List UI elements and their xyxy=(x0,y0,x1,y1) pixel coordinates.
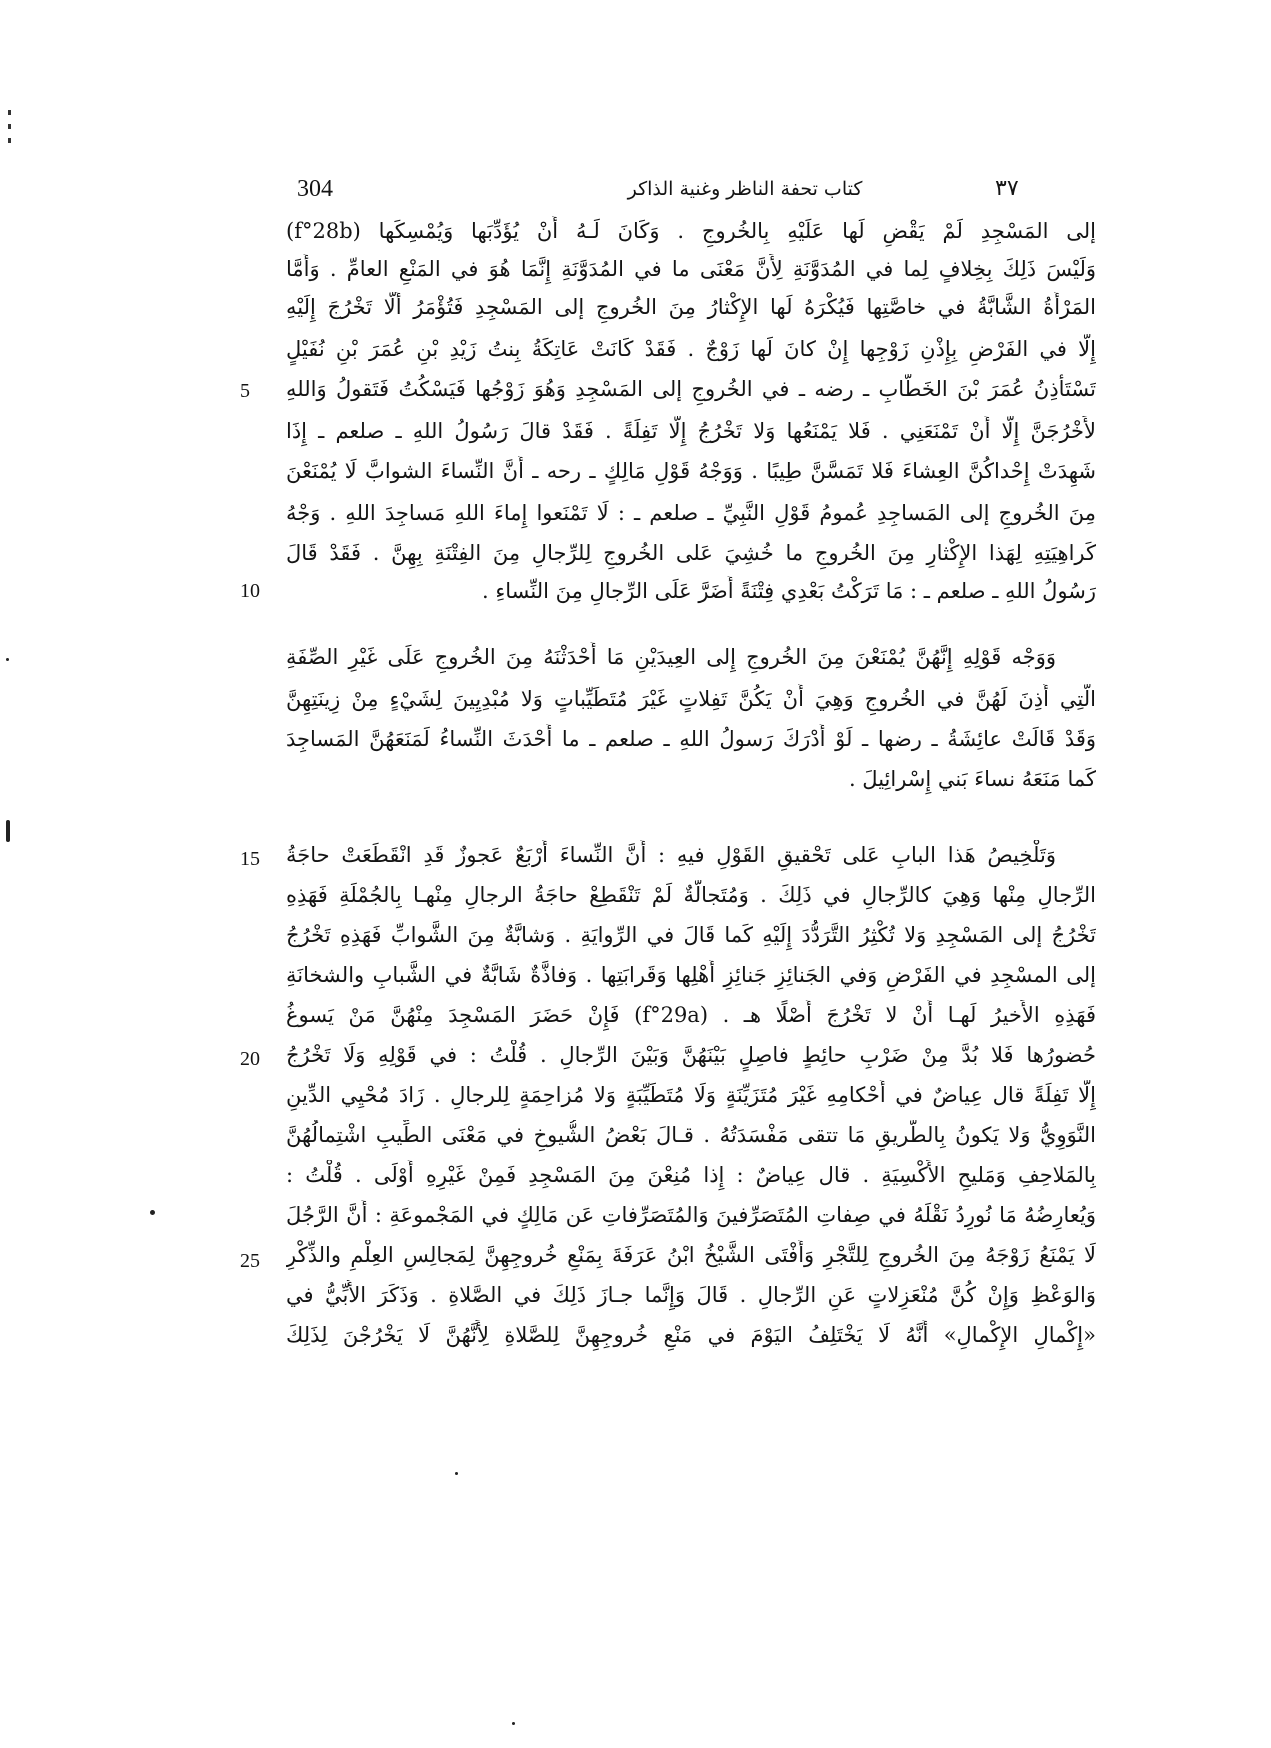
text-line: إلى المسْجِدِ في الفَرْضِ وَفي الجَنائِزِ جَنائِزِ أَهْلِها وَقَرابَتِها . وَفاذَّةٌ شَابَّةٌ في الشَّبابِ والشخانَةِ xyxy=(286,963,1096,987)
scan-dot xyxy=(6,658,9,661)
scan-dot xyxy=(6,820,10,842)
text-line: إِلَّا تَفِلَةً قال عِياضٌ في أَحْكامِهِ غَيْرَ مُتَزَيِّنَةٍ وَلَا مُتَطَيِّبَةٍ وَلا مُزاحِمَةٍ لِلرجالِ . زَادَ مُحْيِي الدِّينِ xyxy=(286,1083,1096,1107)
text-line: مِنَ الخُروجِ إلى المَساجِدِ عُمومُ قَوْلِ النَّبِيِّ ـ صلعم ـ : لَا تَمْنَعوا إِماءَ اللهِ مَساجِدَ اللهِ . وَجْهُ xyxy=(286,501,1096,525)
text-line: «إِكْمالِ الإِكْمالِ» أَنَّهُ لَا يَخْتَلِفُ اليَوْمَ في مَنْعِ خُروجِهِنَّ لِلصَّلاةِ لِأَنَّهُنَّ لَا يَخْرُجْنَ لِذَلِكَ xyxy=(286,1323,1096,1347)
text-line: وَلَيْسَ ذَلِكَ بِخِلافٍ لِما في المُدَوَّنَةِ لِأَنَّ مَعْنَى ما في المُدَوَّنَةِ إِنَّمَا هُوَ في المَنْعِ العامِّ . وَأَمَّا xyxy=(286,257,1096,281)
text-line: وَالوَعْظِ وَإِنْ كُنَّ مُنْعَزِلاتٍ عَنِ الرِّجالِ . قَالَ وَإِنَّما جـازَ ذَلِكَ في الصَّلاةِ . وَذَكَرَ الأُبِّيُّ في xyxy=(286,1283,1096,1307)
text-line: الَّتِي أُذِنَ لَهُنَّ في الخُروجِ وَهِيَ أَنْ يَكُنَّ تَفِلاتٍ غَيْرَ مُتَطَيِّباتٍ وَلا مُبْدِيِينَ لِشَيْءٍ مِنْ زِينَتِهِنَّ xyxy=(286,687,1096,711)
text-line: لَا يَمْنَعُ زَوْجَهُ مِنَ الخُروجِ لِلتَّجْرِ وَأَفْتَى الشَّيْخُ ابْنُ عَرَفَةَ بِمَنْعِ خُروجِهِنَّ لِمَجالِسِ العِلْمِ والذِّكْرِ xyxy=(286,1243,1096,1267)
text-line: الرِّجالِ مِنْها وَهِيَ كالرِّجالِ في ذَلِكَ . وَمُتَجالَّةٌ لَمْ تَنْقَطِعْ حاجَةُ الرجالِ مِنْهـا بِالجُمْلَةِ فَهَذِهِ xyxy=(286,883,1096,907)
line-number-5: 5 xyxy=(240,380,250,402)
text-line: فَهَذِهِ الأَخيرُ لَهـا أَنْ لا تَخْرُجَ أَصْلًا هـ . (f°29a) فَإِنْ حَضَرَ المَسْجِدَ مِنْهُنَّ مَنْ يَسوغُ xyxy=(286,1003,1096,1027)
text-line: تَسْتَأْذِنُ عُمَرَ بْنَ الخَطَّابِ ـ رضه ـ في الخُروجِ إلى المَسْجِدِ وَهُوَ زَوْجُها فَيَسْكُتُ فَتَقولُ وَاللهِ xyxy=(286,377,1096,401)
text-line: وَوَجْه قَوْلِهِ إِنَّهُنَّ يُمْنَعْنَ مِنَ الخُروجِ إِلى العِيدَيْنِ مَا أَحْدَثْنَهُ مِنَ الخُروجِ عَلَى غَيْرِ الصِّفَةِ xyxy=(286,645,1056,669)
scan-dot xyxy=(150,1210,155,1215)
text-line: المَرْأَةُ الشَّابَّةُ في خاصَّتِها فَيُكْرَهُ لَها الإِكْثارُ مِنَ الخُروجِ إلى المَسْجِدِ فَتُؤْمَرُ أَلَّا تَخْرُجَ إِلَيْهِ xyxy=(286,295,1096,319)
line-number-20: 20 xyxy=(240,1048,260,1070)
text-line: كَما مَنَعَهُ نساءَ بَني إِسْرائِيلَ . xyxy=(848,767,1096,791)
text-line: تَخْرُجُ إلى المَسْجِدِ وَلا تُكْثِرُ التَّرَدُّدَ إِلَيْهِ كَما قَالَ في الرِّوايَةِ . وَشابَّةٌ مِنَ الشَّوابِّ فَهَذِهِ تَخْرُجُ xyxy=(286,923,1096,947)
text-line: شَهِدَتْ إِحْداكُنَّ العِشاءَ فَلا تَمَسَّنَّ طِيبًا . وَوَجْهُ قَوْلِ مَالِكٍ ـ رحه ـ أَنَّ النِّساءَ الشوابَّ لَا يُمْنَعْنَ xyxy=(286,459,1096,483)
text-line: وَيُعارِضُهُ مَا نُورِدُ نَقْلَهُ في صِفاتِ المُتَصَرِّفينَ وَالمُتَصَرِّفاتِ عَن مَالِكٍ في المَجْموعَةِ : أَنَّ الرَّجُلَ xyxy=(286,1203,1096,1227)
text-line: لأَخْرُجَنَّ إِلَّا أَنْ تَمْنَعَنِي . فَلا يَمْنَعُها وَلا تَخْرُجُ إِلَّا تَفِلَةً . فَقَدْ قالَ رَسُولُ اللهِ ـ صلعم ـ إِذَا xyxy=(286,419,1096,443)
page-number: 304 xyxy=(297,176,333,202)
scan-dot xyxy=(512,1722,515,1725)
running-title: كتاب تحفة الناظر وغنية الذاكر xyxy=(627,178,863,200)
text-line: بِالمَلاحِفِ وَمَليحِ الأَكْسِيَةِ . قال عِياضٌ : إِذا مُنِعْنَ مِنَ المَسْجِدِ فَمِنْ غَيْرِهِ أَوْلَى . قُلْتُ : xyxy=(286,1163,1096,1187)
text-line: النَّوَوِيُّ وَلا يَكونُ بِالطَّريقِ مَا تتقى مَفْسَدَتُهُ . قـالَ بَعْضُ الشُّيوخِ في مَعْنَى الطِّيبِ اشْتِمالُهُنَّ xyxy=(286,1123,1096,1147)
line-number-15: 15 xyxy=(240,848,260,870)
scan-marks xyxy=(8,110,14,152)
text-line: إلى المَسْجِدِ لَمْ يَقْضِ لَها عَلَيْهِ بِالخُروجِ . وَكَانَ لَـهُ أَنْ يُؤَدِّبَها وَيُمْسِكَها (f°28b) xyxy=(286,219,1096,243)
arabic-page-number: ٣٧ xyxy=(995,176,1019,201)
text-line: رَسُولُ اللهِ ـ صلعم ـ : مَا تَرَكْتُ بَعْدِي فِتْنَةً أَضَرَّ عَلَى الرِّجالِ مِنَ النِّساءِ . xyxy=(482,579,1096,603)
text-line: إِلَّا في الفَرْضِ بِإِذْنِ زَوْجِها إِنْ كانَ لَها زَوْجٌ . فَقَدْ كَانَتْ عَاتِكَةُ بِنتُ زَيْدِ بْنِ عُمَرَ بْنِ نُفَيْلٍ xyxy=(286,337,1096,361)
text-line: حُضورُها فَلا بُدَّ مِنْ ضَرْبِ حائِطٍ فاصِلٍ بَيْنَهُنَّ وَبَيْنَ الرِّجالِ . قُلْتُ : في قَوْلِهِ وَلَا تَخْرُجُ xyxy=(286,1043,1096,1067)
text-line: كَراهِيَتِهِ لِهَذا الإِكْثارِ مِنَ الخُروجِ ما خُشِيَ عَلى الخُروجِ لِلرِّجالِ مِنَ الفِتْنَةِ بِهِنَّ . فَقَدْ قَالَ xyxy=(286,541,1096,565)
scan-dot xyxy=(455,1472,458,1475)
text-line: وَتَلْخِيصُ هَذا البابِ عَلى تَحْقيقِ القَوْلِ فيهِ : أَنَّ النِّساءَ أَرْبَعٌ عَجوزٌ قَدِ انْقَطَعَتْ حاجَةُ xyxy=(286,843,1056,867)
line-number-10: 10 xyxy=(240,580,260,602)
text-line: وَقَدْ قَالَتْ عائِشَةُ ـ رضها ـ لَوْ أَدْرَكَ رَسولُ اللهِ ـ صلعم ـ ما أَحْدَثَ النِّساءُ لَمَنَعَهُنَّ المَساجِدَ xyxy=(286,727,1096,751)
line-number-25: 25 xyxy=(240,1250,260,1272)
